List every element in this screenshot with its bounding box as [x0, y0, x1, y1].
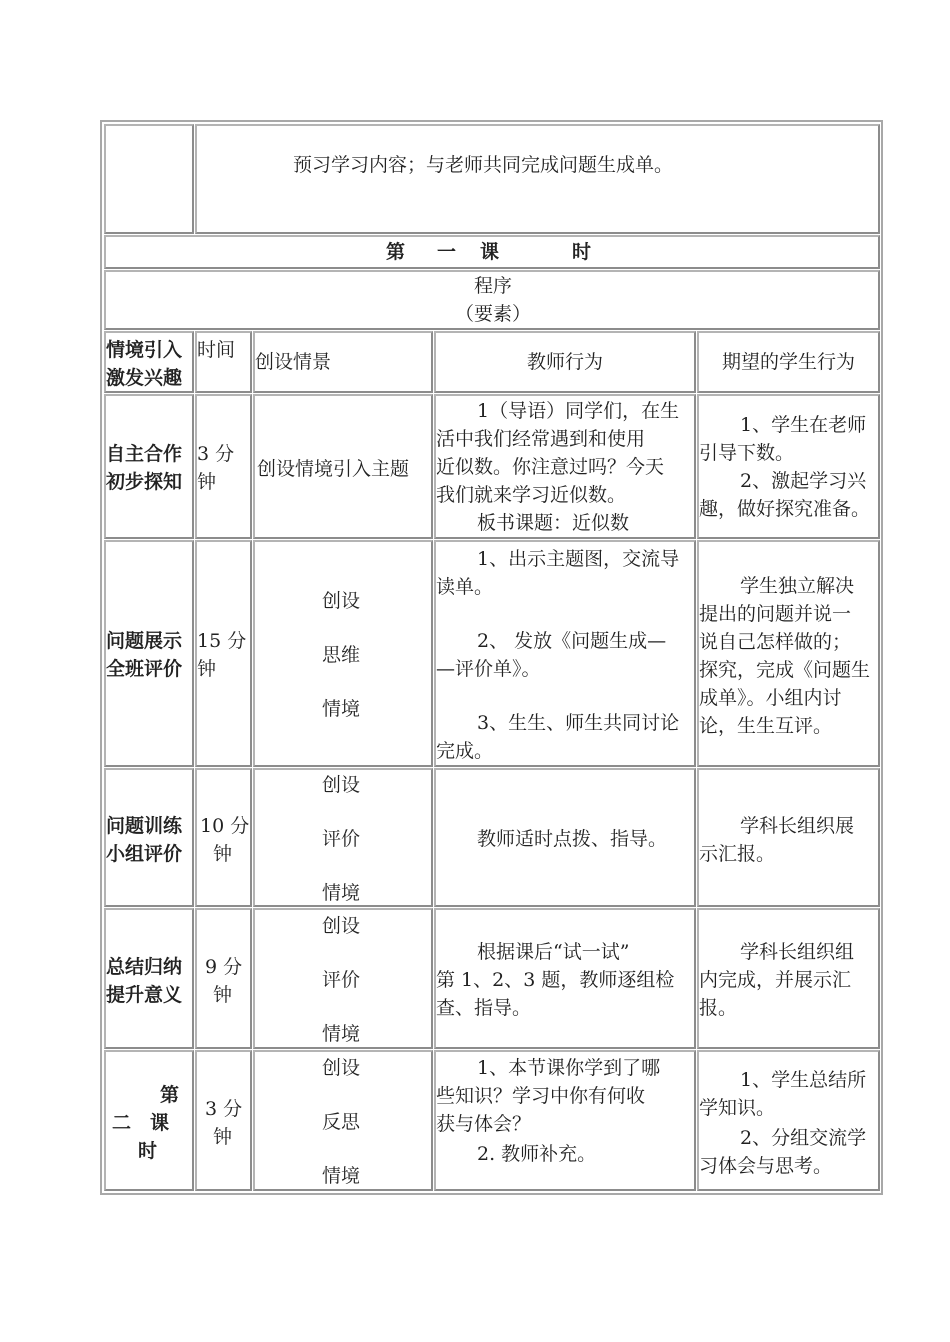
row2-student-line2: 提出的问题并说一 — [699, 603, 852, 625]
row1-create: 创设情境引入主题 — [257, 458, 410, 480]
row2-create-line1: 创设 — [322, 590, 361, 612]
row1-teacher-line5: 板书课题：近似数 — [477, 512, 630, 534]
row2-time-line2: 钟 — [197, 658, 217, 680]
row2-stage-line1: 问题展示 — [106, 630, 183, 652]
lesson1-title-char-2: 一 — [437, 241, 457, 263]
row2-student-line4: 探究，完成《问题生 — [699, 659, 871, 681]
row3-stage-line2: 小组评价 — [106, 843, 183, 865]
row2-create-line3: 情境 — [322, 698, 361, 720]
header-time: 时间 — [197, 339, 236, 361]
lesson1-title-char-1: 第 — [386, 241, 406, 263]
row5-stage-line3: 时 — [138, 1140, 158, 1162]
row3-create-line1: 创设 — [322, 774, 361, 796]
row5-student-line4: 习体会与思考。 — [699, 1155, 833, 1177]
row2-teacher-line6: 完成。 — [436, 740, 494, 762]
row2-student-line5: 成单》。小组内讨 — [699, 687, 842, 709]
row5-create-line2: 反思 — [322, 1111, 361, 1133]
row3-teacher-line1: 教师适时点拨、指导。 — [477, 828, 668, 850]
row4-teacher-line1: 根据课后“试一试” — [477, 941, 630, 963]
row5-teacher-line3: 获与体会？ — [436, 1113, 532, 1135]
row2-time-line1: 15 分 — [197, 630, 247, 652]
row1-student-line2: 引导下数。 — [699, 442, 795, 464]
prep-text: 预习学习内容；与老师共同完成问题生成单。 — [293, 154, 674, 176]
row3-time-line1: 10 分 — [200, 815, 250, 837]
row1-time-line2: 钟 — [197, 471, 217, 493]
row5-create-line1: 创设 — [322, 1057, 361, 1079]
row4-time-line1: 9 分 — [205, 956, 243, 978]
row5-student-line1: 1、学生总结所 — [740, 1069, 867, 1091]
prep-content-cell — [195, 124, 880, 234]
row4-stage-line2: 提升意义 — [106, 984, 183, 1006]
prep-empty-cell — [104, 124, 194, 234]
row2-teacher-line3: 2、 发放《问题生成— — [477, 630, 667, 652]
row5-teacher-line2: 些知识？学习中你有何收 — [436, 1085, 646, 1107]
row5-teacher-line1: 1、本节课你学到了哪 — [477, 1057, 661, 1079]
header-stage-line1: 情境引入 — [106, 339, 183, 361]
row4-stage-line1: 总结归纳 — [106, 956, 183, 978]
row1-student-line1: 1、学生在老师 — [740, 414, 867, 436]
program-label: 程序 — [473, 275, 512, 297]
row4-student-line3: 报。 — [699, 997, 738, 1019]
header-create: 创设情景 — [255, 351, 332, 373]
lesson1-title-char-4: 时 — [572, 241, 592, 263]
row4-create-line2: 评价 — [322, 969, 361, 991]
row1-time-line1: 3 分 — [197, 443, 235, 465]
row4-teacher-line3: 查、指导。 — [436, 997, 532, 1019]
row4-create-line3: 情境 — [322, 1023, 361, 1045]
row2-student-line6: 论，生生互评。 — [699, 715, 833, 737]
row3-create-line3: 情境 — [322, 882, 361, 904]
row3-time-line2: 钟 — [213, 843, 233, 865]
row1-student-line4: 趣，做好探究准备。 — [699, 498, 871, 520]
row2-teacher-line5: 3、生生、师生共同讨论 — [477, 712, 680, 734]
header-teacher: 教师行为 — [526, 351, 603, 373]
row4-student-line1: 学科长组织组 — [740, 941, 855, 963]
lesson1-title-char-3: 课 — [480, 241, 500, 263]
header-student: 期望的学生行为 — [721, 351, 855, 373]
row2-teacher-line4: —评价单》。 — [436, 658, 541, 680]
row5-time-line2: 钟 — [213, 1126, 233, 1148]
row1-teacher-line2: 活中我们经常遇到和使用 — [436, 428, 646, 450]
row5-stage-line2: 二 课 — [112, 1112, 170, 1134]
row3-student-line2: 示汇报。 — [699, 843, 776, 865]
row2-teacher-line1: 1、出示主题图，交流导 — [477, 548, 680, 570]
row5-student-line3: 2、分组交流学 — [740, 1127, 867, 1149]
row2-teacher-line2: 读单。 — [436, 576, 494, 598]
row5-teacher-line4: 2. 教师补充。 — [477, 1143, 597, 1165]
row1-stage-line1: 自主合作 — [106, 443, 183, 465]
row1-stage-line2: 初步探知 — [106, 471, 183, 493]
row3-create-line2: 评价 — [322, 828, 361, 850]
row5-time-line1: 3 分 — [205, 1098, 243, 1120]
header-stage-line2: 激发兴趣 — [106, 367, 183, 389]
program-sublabel: （要素） — [454, 303, 531, 325]
row1-teacher-line3: 近似数。你注意过吗？今天 — [436, 456, 665, 478]
row1-student-line3: 2、激起学习兴 — [740, 470, 867, 492]
row2-stage-line2: 全班评价 — [106, 658, 183, 680]
row1-teacher-line4: 我们就来学习近似数。 — [436, 484, 627, 506]
row5-stage-line1: 第 — [160, 1084, 180, 1106]
row4-student-line2: 内完成，并展示汇 — [699, 969, 852, 991]
row5-student-line2: 学知识。 — [699, 1097, 776, 1119]
row4-create-line1: 创设 — [322, 915, 361, 937]
row5-create-line3: 情境 — [322, 1165, 361, 1187]
row2-student-line1: 学生独立解决 — [740, 575, 855, 597]
row4-time-line2: 钟 — [213, 984, 233, 1006]
row2-create-line2: 思维 — [322, 644, 361, 666]
row3-stage-line1: 问题训练 — [106, 815, 183, 837]
row3-student-line1: 学科长组织展 — [740, 815, 855, 837]
row1-teacher-line1: 1（导语）同学们，在生 — [477, 400, 680, 422]
row4-teacher-line2: 第 1、2、3 题，教师逐组检 — [436, 969, 675, 991]
row2-student-line3: 说自己怎样做的； — [699, 631, 852, 653]
